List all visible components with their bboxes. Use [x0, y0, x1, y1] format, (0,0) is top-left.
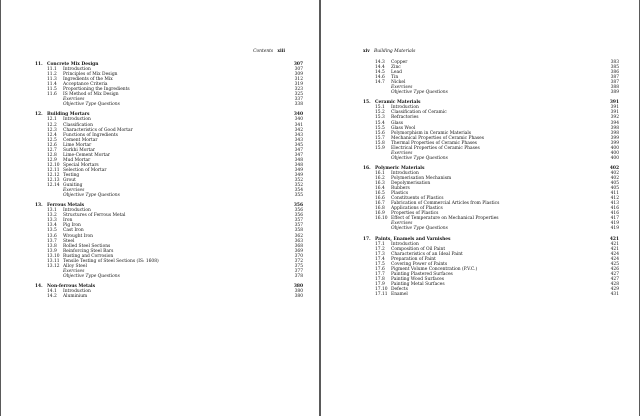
- page-number: 377: [294, 268, 303, 274]
- page-number: 391: [609, 100, 619, 106]
- page-number: 307: [294, 67, 303, 73]
- toc-misc-row: [363, 156, 619, 161]
- page-number: 385: [610, 65, 619, 71]
- section-title: Functions of Ingredients: [63, 132, 118, 138]
- page-number: 392: [610, 115, 619, 121]
- section-title: Introduction: [391, 170, 419, 176]
- section-number: 12.14: [47, 183, 60, 189]
- section-title: Characteristics of an Ideal Paint: [391, 251, 463, 257]
- section-title: Introduction: [63, 288, 91, 294]
- page-number: 370: [294, 253, 303, 259]
- section-title: Electrical Properties of Ceramic Phases: [391, 145, 480, 151]
- page-number: 345: [294, 142, 303, 148]
- section-title: Objective Type Questions: [391, 155, 448, 161]
- section-title: Objective Type Questions: [391, 90, 448, 96]
- section-number: 11.4: [47, 82, 57, 88]
- section-number: 14.1: [47, 288, 57, 294]
- page-number: 426: [610, 266, 619, 272]
- section-title: Exercises: [391, 85, 413, 91]
- chapter-title: Polymeric Materials: [375, 165, 425, 171]
- section-title: Objective Type Questions: [63, 102, 120, 108]
- page-number: 352: [294, 178, 303, 184]
- section-number: 13.12: [47, 263, 60, 269]
- page-number: 421: [610, 241, 619, 247]
- section-number: 17.4: [375, 256, 385, 262]
- section-title: Introduction: [63, 117, 91, 123]
- section-title: Plastics: [391, 191, 409, 197]
- section-title: Selection of Mortar: [63, 167, 107, 173]
- section-number: 12.13: [47, 178, 60, 184]
- section-title: Classification of Ceramic: [391, 110, 447, 116]
- section-title: Principles of Mix Design: [63, 72, 118, 78]
- toc-entry-row: [35, 294, 303, 299]
- section-title: Introduction: [391, 105, 419, 111]
- page-number: 400: [610, 150, 619, 156]
- section-number: 14.4: [375, 65, 385, 71]
- section-title: Rusting and Corrosion: [63, 253, 114, 259]
- section-title: Mud Mortar: [63, 157, 91, 163]
- page-number: 394: [610, 120, 619, 126]
- page-number: 405: [610, 181, 619, 187]
- page-number: 402: [610, 170, 619, 176]
- page-number: 413: [610, 201, 619, 207]
- section-title: Introduction: [63, 67, 91, 73]
- section-number: 15.7: [375, 135, 385, 141]
- section-title: Iron: [63, 218, 73, 224]
- section-title: Lime Mortar: [63, 142, 92, 148]
- section-number: 17.1: [375, 241, 385, 247]
- section-number: 17.6: [375, 266, 385, 272]
- section-title: Pigment Volume Concentration (P.V.C.): [391, 266, 478, 272]
- chapter-title: Ferrous Metals: [47, 203, 85, 209]
- section-number: 13.10: [47, 253, 60, 259]
- section-title: Tensile Testing of Steel Sections (IS: 1608): [63, 258, 159, 264]
- page-number: 387: [610, 75, 619, 81]
- chapter-title: Building Mortars: [47, 112, 90, 118]
- section-number: 16.1: [375, 170, 385, 176]
- section-title: Mechanical Properties of Ceramic Phases: [391, 135, 484, 141]
- section-number: 17.8: [375, 276, 385, 282]
- section-title: Lime-Cement Mortar: [63, 152, 110, 158]
- section-number: 15.5: [375, 125, 385, 131]
- page-number: 427: [610, 276, 619, 282]
- section-number: 13.6: [47, 233, 57, 239]
- page-number: 343: [294, 132, 303, 138]
- chapter-title: Non-ferrous Metals: [47, 283, 96, 289]
- section-number: 12.1: [47, 117, 57, 123]
- page-number: 399: [610, 135, 619, 141]
- section-title: Cast Iron: [63, 228, 84, 234]
- section-title: Steel: [63, 238, 75, 244]
- section-number: 17.3: [375, 251, 385, 257]
- page-number: 427: [610, 271, 619, 277]
- section-title: Constituents of Plastics: [391, 196, 444, 202]
- page-number: 428: [610, 281, 619, 287]
- section-number: 11.2: [47, 72, 57, 78]
- section-title: Zinc: [391, 65, 401, 71]
- section-title: Introduction: [63, 208, 91, 214]
- page-number: 380: [293, 283, 303, 289]
- toc-misc-row: [363, 90, 619, 95]
- page-number: 369: [294, 248, 303, 254]
- section-title: Applications of Plastics: [391, 206, 443, 212]
- section-number: 15.2: [375, 110, 385, 116]
- page-number: 416: [610, 206, 619, 212]
- section-title: Characteristics of Good Mortar: [63, 127, 133, 133]
- toc-entry-row: [363, 292, 619, 297]
- running-head-title: Building Materials: [374, 49, 416, 54]
- toc-misc-row: [35, 193, 303, 198]
- section-number: 13.7: [47, 238, 57, 244]
- section-number: 16.4: [375, 186, 385, 192]
- page-number: 402: [610, 175, 619, 181]
- page-number: 399: [610, 140, 619, 146]
- section-number: 15.4: [375, 120, 385, 126]
- page-number: 357: [294, 223, 303, 229]
- section-title: Introduction: [391, 241, 419, 247]
- page-number: 425: [610, 261, 619, 267]
- chapter-title: Concrete Mix Design: [47, 62, 99, 67]
- page-number: 421: [610, 246, 619, 252]
- section-number: 17.7: [375, 271, 385, 277]
- section-number: 16.3: [375, 181, 385, 187]
- section-title: Objective Type Questions: [63, 273, 120, 279]
- section-title: Preparation of Paint: [391, 256, 436, 262]
- page-number: 380: [294, 288, 303, 294]
- section-number: 12.2: [47, 122, 57, 128]
- section-title: Proportioning the Ingredients: [63, 87, 130, 93]
- page-number: 389: [610, 90, 619, 96]
- running-head-page-number: xiii: [277, 49, 285, 54]
- section-title: Structures of Ferrous Metal: [63, 213, 126, 219]
- section-number: 13.4: [47, 223, 57, 229]
- page-number: 312: [294, 77, 303, 83]
- section-title: Exercises: [63, 188, 85, 194]
- page-number: 356: [293, 203, 303, 209]
- page-number: 347: [294, 147, 303, 153]
- section-title: Reinforcing Steel Bars: [63, 248, 114, 254]
- section-number: 13.5: [47, 228, 57, 234]
- page-number: 337: [294, 97, 303, 103]
- section-number: 12.7: [47, 147, 57, 153]
- section-title: Polymorphism in Ceramic Materials: [391, 130, 472, 136]
- right-page: [321, 0, 639, 416]
- left-toc: [35, 62, 303, 299]
- page-number: 356: [294, 213, 303, 219]
- section-title: Objective Type Questions: [391, 226, 448, 232]
- section-title: Acceptance Criteria: [63, 82, 108, 88]
- section-number: 13.11: [47, 258, 60, 264]
- page-number: 307: [293, 62, 303, 67]
- left-running-head: [253, 49, 285, 54]
- toc-misc-row: [363, 226, 619, 231]
- section-number: 15.8: [375, 140, 385, 146]
- page-number: 354: [294, 188, 303, 194]
- page-number: 400: [610, 155, 619, 161]
- page-number: 323: [294, 87, 303, 93]
- section-number: 12.6: [47, 142, 57, 148]
- page-number: 424: [610, 251, 619, 257]
- section-number: 17.11: [375, 292, 388, 298]
- section-title: Enamel: [391, 292, 408, 298]
- section-number: 13.8: [47, 243, 57, 249]
- page-number: 421: [609, 236, 619, 242]
- section-title: Special Mortars: [63, 162, 99, 168]
- section-number: 12.10: [47, 162, 60, 168]
- page-number: 349: [294, 172, 303, 178]
- page-number: 424: [610, 256, 619, 262]
- section-number: 13.1: [47, 208, 57, 214]
- chapter-title: Paints, Enamels and Varnishes: [375, 236, 451, 242]
- page-number: 357: [294, 218, 303, 224]
- section-title: Polymerisation Mechanism: [391, 175, 452, 181]
- section-number: 16.5: [375, 191, 385, 197]
- section-title: Exercises: [391, 221, 413, 227]
- section-number: 14.6: [375, 75, 385, 81]
- section-number: 15.1: [375, 105, 385, 111]
- right-toc: [363, 60, 619, 297]
- page-number: 368: [294, 243, 303, 249]
- page-number: 372: [294, 258, 303, 264]
- page-number: 325: [294, 92, 303, 98]
- page-number: 319: [294, 82, 303, 88]
- page-number: 398: [610, 125, 619, 131]
- section-title: Tin: [391, 75, 399, 81]
- running-head-page-number: xiv: [363, 49, 370, 54]
- page-number: 355: [294, 193, 303, 199]
- section-title: Lead: [391, 70, 402, 76]
- section-title: Refractories: [391, 115, 419, 121]
- section-number: 14.3: [375, 60, 385, 65]
- section-title: Painting Plastered Surfaces: [391, 271, 453, 277]
- section-number: 12.4: [47, 132, 57, 138]
- page-number: 309: [294, 72, 303, 78]
- page-number: 388: [610, 85, 619, 91]
- section-number: 14.5: [375, 70, 385, 76]
- running-head-title: Contents: [253, 49, 274, 54]
- chapter-number: 12.: [35, 112, 43, 118]
- page-number: 341: [294, 122, 303, 128]
- section-number: 12.11: [47, 167, 60, 173]
- section-title: Glass Wool: [391, 125, 416, 131]
- section-number: 16.9: [375, 211, 385, 217]
- section-title: Covering Power of Paints: [391, 261, 448, 267]
- section-title: Properties of Plastics: [391, 211, 439, 217]
- page-number: 387: [610, 80, 619, 86]
- page-number: 391: [610, 110, 619, 116]
- chapter-number: 13.: [35, 203, 43, 209]
- page-number: 386: [610, 70, 619, 76]
- section-number: 11.1: [47, 67, 57, 73]
- section-number: 15.6: [375, 130, 385, 136]
- section-title: Depolymerisation: [391, 181, 431, 187]
- section-number: 15.9: [375, 145, 385, 151]
- section-number: 12.8: [47, 152, 57, 158]
- section-title: Alloy Steel: [63, 263, 87, 269]
- section-number: 17.5: [375, 261, 385, 267]
- page-number: 340: [293, 112, 303, 118]
- page-number: 412: [610, 196, 619, 202]
- section-number: 17.9: [375, 281, 385, 287]
- section-title: Guniting: [63, 183, 83, 189]
- page-number: 391: [610, 105, 619, 111]
- section-number: 12.9: [47, 157, 57, 163]
- section-title: Ingredients of the Mix: [63, 77, 113, 83]
- section-title: Thermal Properties of Ceramic Phases: [391, 140, 477, 146]
- section-number: 16.6: [375, 196, 385, 202]
- page-number: 405: [610, 186, 619, 192]
- chapter-number: 11.: [35, 62, 43, 67]
- section-title: Grout: [63, 178, 76, 184]
- section-number: 15.3: [375, 115, 385, 121]
- section-title: Glass: [391, 120, 404, 126]
- section-title: Objective Type Questions: [63, 193, 120, 199]
- section-title: Classification: [63, 122, 93, 128]
- page-number: 416: [610, 211, 619, 217]
- section-number: 14.7: [375, 80, 385, 86]
- section-number: 12.3: [47, 127, 57, 133]
- page-number: 429: [610, 286, 619, 292]
- section-title: Testing: [63, 172, 80, 178]
- page-number: 338: [294, 102, 303, 108]
- section-title: Cement Mortar: [63, 137, 98, 143]
- section-title: Nickel: [391, 80, 406, 86]
- page-number: 352: [294, 183, 303, 189]
- section-title: Painting Wood Surfaces: [391, 276, 445, 282]
- section-number: 11.5: [47, 87, 57, 93]
- toc-misc-row: [35, 274, 303, 279]
- section-title: Wrought Iron: [63, 233, 93, 239]
- section-title: Rolled Steel Sections: [63, 243, 111, 249]
- chapter-number: 14.: [35, 283, 43, 289]
- section-title: Painting Metal Surfaces: [391, 281, 445, 287]
- page-number: 383: [610, 60, 619, 65]
- page-number: 380: [294, 294, 303, 300]
- page-number: 362: [294, 233, 303, 239]
- section-number: 12.12: [47, 172, 60, 178]
- section-title: Composition of Oil Paint: [391, 246, 446, 252]
- section-number: 13.3: [47, 218, 57, 224]
- page-number: 348: [294, 157, 303, 163]
- page-number: 343: [294, 137, 303, 143]
- page-number: 356: [294, 208, 303, 214]
- page-number: 402: [609, 165, 619, 171]
- page-number: 431: [610, 292, 619, 298]
- section-title: Effect of Temperature on Mechanical Properties: [391, 216, 499, 222]
- section-title: Pig Iron: [63, 223, 81, 229]
- section-number: 11.6: [47, 92, 57, 98]
- section-title: Exercises: [63, 268, 85, 274]
- section-number: 12.5: [47, 137, 57, 143]
- page-number: 342: [294, 127, 303, 133]
- section-number: 13.9: [47, 248, 57, 254]
- page-number: 417: [610, 216, 619, 222]
- section-number: 16.8: [375, 206, 385, 212]
- page-number: 349: [294, 167, 303, 173]
- page-number: 419: [610, 221, 619, 227]
- section-title: Rubbers: [391, 186, 410, 192]
- chapter-title: Ceramic Materials: [375, 100, 421, 106]
- section-title: IS Method of Mix Design: [63, 92, 119, 98]
- section-title: Surkhi Mortar: [63, 147, 95, 153]
- right-running-head: [363, 49, 415, 54]
- page-number: 348: [294, 162, 303, 168]
- page-number: 375: [294, 263, 303, 269]
- page-number: 363: [294, 238, 303, 244]
- page-number: 340: [294, 117, 303, 123]
- section-number: 16.2: [375, 175, 385, 181]
- section-number: 16.7: [375, 201, 385, 207]
- section-title: Exercises: [391, 150, 413, 156]
- section-title: Fabrication of Commercial Articles from Plastics: [391, 201, 500, 207]
- section-title: Defects: [391, 286, 408, 292]
- page-number: 411: [610, 191, 619, 197]
- left-page: [1, 0, 319, 416]
- page-number: 347: [294, 152, 303, 158]
- chapter-number: 16.: [363, 165, 371, 171]
- page-number: 419: [610, 226, 619, 232]
- section-number: 17.2: [375, 246, 385, 252]
- page-number: 398: [610, 130, 619, 136]
- section-number: 14.2: [47, 294, 57, 300]
- toc-misc-row: [35, 102, 303, 107]
- section-number: 13.2: [47, 213, 57, 219]
- section-number: 16.10: [375, 216, 388, 222]
- section-title: Exercises: [63, 97, 85, 103]
- section-title: Aluminium: [63, 294, 88, 300]
- section-number: 11.3: [47, 77, 57, 83]
- page-number: 358: [294, 228, 303, 234]
- section-number: 17.10: [375, 286, 388, 292]
- chapter-number: 15.: [363, 100, 371, 106]
- page-number: 378: [294, 273, 303, 279]
- chapter-number: 17.: [363, 236, 371, 242]
- section-title: Copper: [391, 60, 408, 65]
- page-number: 400: [610, 145, 619, 151]
